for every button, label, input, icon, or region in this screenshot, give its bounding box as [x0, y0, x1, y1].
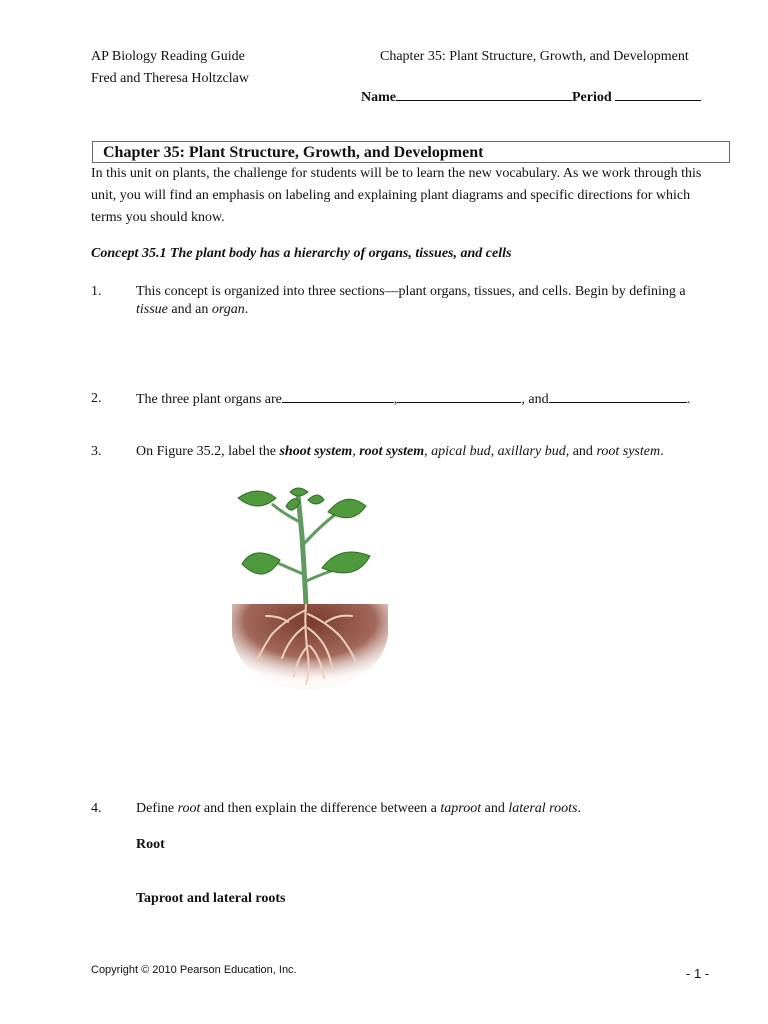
- intro-paragraph: In this unit on plants, the challenge for students will be to learn the new vocabulary. As we work through this unit, you will find an emphasis on labeling and explaining plant diagrams and specific directions for which terms you should know.: [91, 166, 702, 225]
- organ-blank-1[interactable]: [282, 390, 394, 403]
- name-label: Name: [361, 90, 396, 105]
- q1-text: This concept is organized into three sections—plant organs, tissues, and cells. Begin by defining a tissue and an organ.: [136, 284, 686, 317]
- term-taproot: taproot: [440, 801, 482, 816]
- q3-text: On Figure 35.2, label the shoot system, root system, apical bud, axillary bud, and root system.: [136, 444, 664, 459]
- chapter-title: Chapter 35: Plant Structure, Growth, and Development: [103, 144, 484, 161]
- period-label: Period: [572, 90, 612, 105]
- header-chapter: Chapter 35: Plant Structure, Growth, and Development: [380, 49, 689, 64]
- term-root-system-2: root system: [596, 444, 661, 459]
- term-organ: organ: [211, 302, 245, 317]
- page-number: - 1 -: [686, 966, 710, 981]
- chapter-title-box: [92, 141, 730, 163]
- q1-number: 1.: [91, 284, 102, 299]
- name-period-line: [361, 88, 701, 106]
- sub-heading-root: Root: [136, 837, 165, 852]
- term-axillary-bud: axillary bud: [497, 444, 566, 459]
- period-blank[interactable]: [615, 88, 701, 101]
- guide-title: AP Biology Reading Guide: [91, 49, 245, 64]
- concept-heading: Concept 35.1 The plant body has a hierarchy of organs, tissues, and cells: [91, 246, 512, 261]
- organ-blank-3[interactable]: [549, 390, 687, 403]
- term-root-system: root system: [359, 444, 425, 459]
- authors: Fred and Theresa Holtzclaw: [91, 71, 249, 86]
- plant-figure: [228, 486, 392, 692]
- term-root: root: [177, 801, 201, 816]
- term-apical-bud: apical bud: [431, 444, 491, 459]
- sub-heading-taproot: Taproot and lateral roots: [136, 891, 286, 906]
- term-lateral-roots: lateral roots: [508, 801, 578, 816]
- copyright: Copyright © 2010 Pearson Education, Inc.: [91, 964, 297, 976]
- stem: [298, 496, 306, 604]
- q2-number: 2.: [91, 391, 102, 406]
- q3-number: 3.: [91, 444, 102, 459]
- q4-number: 4.: [91, 801, 102, 816]
- term-shoot-system: shoot system: [279, 444, 353, 459]
- q2-text: The three plant organs are , , and .: [136, 392, 691, 407]
- name-blank[interactable]: [396, 88, 572, 101]
- term-tissue: tissue: [136, 302, 168, 317]
- q4-text: Define root and then explain the difference between a taproot and lateral roots.: [136, 801, 581, 816]
- organ-blank-2[interactable]: [397, 390, 521, 403]
